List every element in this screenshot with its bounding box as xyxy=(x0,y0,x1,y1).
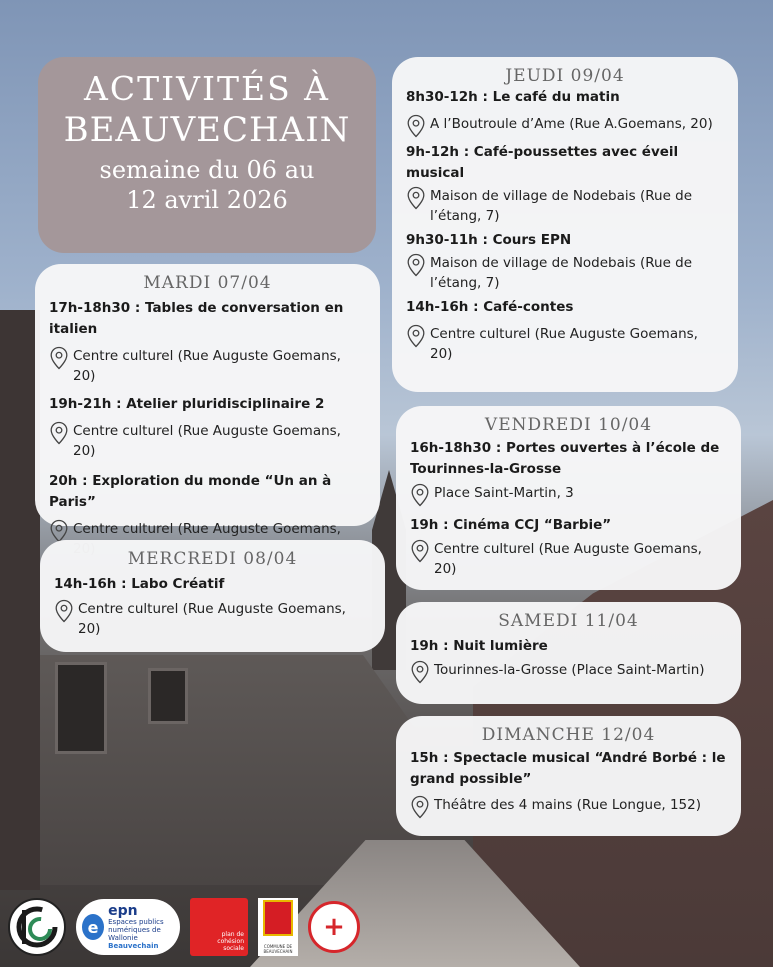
epn-line1: Espaces publics xyxy=(108,918,164,926)
event-title: 8h30-12h : Le café du matin xyxy=(406,89,620,105)
day-label: MARDI 07/04 xyxy=(143,273,272,293)
commune-name: COMMUNE DE BEAUVECHAIN xyxy=(263,944,293,954)
event-location xyxy=(406,253,724,293)
subtitle-line-2: 12 avril 2026 xyxy=(126,186,288,214)
event-location-text: Centre culturel (Rue Auguste Goemans, 20) xyxy=(78,601,346,637)
event-location xyxy=(410,483,727,507)
background-window xyxy=(148,668,188,724)
epn-e-icon: e xyxy=(82,914,104,940)
event-item xyxy=(406,230,724,293)
event-item xyxy=(410,438,727,507)
plus-icon: + xyxy=(323,912,345,942)
title-line-2: BEAUVECHAIN xyxy=(63,110,351,150)
location-pin-icon xyxy=(410,795,430,819)
event-location xyxy=(410,539,727,579)
event-title: 20h : Exploration du monde “Un an à Paris” xyxy=(49,473,332,510)
location-pin-icon xyxy=(406,324,426,348)
event-title: 19h-21h : Atelier pluridisciplinaire 2 xyxy=(49,396,325,412)
event-location xyxy=(406,324,724,364)
location-pin-icon xyxy=(410,660,430,684)
location-pin-icon xyxy=(49,421,69,445)
event-location xyxy=(49,346,366,386)
title-line-1: ACTIVITÉS À xyxy=(83,69,331,108)
day-label: VENDREDI 10/04 xyxy=(484,415,653,435)
event-location-text: Maison de village de Nodebais (Rue de l’étang, 7) xyxy=(430,255,693,291)
cc-emblem-icon xyxy=(10,900,64,954)
epn-town: Beauvechain xyxy=(108,942,159,950)
event-location-text: Place Saint-Martin, 3 xyxy=(434,485,574,501)
location-pin-icon xyxy=(406,253,426,277)
event-location-text: Maison de village de Nodebais (Rue de l’étang, 7) xyxy=(430,188,693,224)
background-window xyxy=(55,662,107,754)
coat-of-arms-icon xyxy=(263,900,293,936)
event-item xyxy=(406,297,724,364)
background-wall-left xyxy=(0,310,40,890)
day-card-dimanche xyxy=(396,716,741,836)
day-label: MERCREDI 08/04 xyxy=(127,549,298,569)
centre-culturel-logo xyxy=(8,898,66,956)
event-title: 14h-16h : Labo Créatif xyxy=(54,576,225,592)
event-title: 15h : Spectacle musical “André Borbé : le grand possible” xyxy=(410,750,726,787)
event-item xyxy=(410,636,727,684)
event-item xyxy=(406,142,724,226)
event-item xyxy=(49,298,366,386)
event-location-text: Théâtre des 4 mains (Rue Longue, 152) xyxy=(434,797,702,813)
epn-name: epn xyxy=(108,903,138,919)
event-location-text: Centre culturel (Rue Auguste Goemans, 20) xyxy=(73,348,341,384)
event-location-text: Centre culturel (Rue Auguste Goemans, 20) xyxy=(434,541,702,577)
day-card-mardi xyxy=(35,264,380,537)
event-title: 16h-18h30 : Portes ouvertes à l’école de Tourinnes-la-Grosse xyxy=(410,440,720,477)
event-item xyxy=(410,748,727,819)
event-location-text: Centre culturel (Rue Auguste Goemans, 20) xyxy=(73,423,341,459)
day-card-samedi xyxy=(396,602,741,704)
event-location xyxy=(410,660,727,684)
event-title: 9h-12h : Café-poussettes avec éveil musical xyxy=(406,144,679,181)
event-location xyxy=(406,186,724,226)
pcs-line2: cohésion xyxy=(217,938,244,945)
subtitle-line-1: semaine du 06 au xyxy=(99,156,315,184)
epn-text xyxy=(108,904,180,950)
day-label: SAMEDI 11/04 xyxy=(498,611,639,631)
epn-line2: numériques de Wallonie xyxy=(108,926,161,942)
event-item xyxy=(410,515,727,579)
pcs-line3: sociale xyxy=(223,945,244,952)
pcs-line1: plan de xyxy=(221,931,244,938)
event-title: 19h : Nuit lumière xyxy=(410,638,548,654)
event-title: 17h-18h30 : Tables de conversation en italien xyxy=(49,300,344,337)
location-pin-icon xyxy=(406,114,426,138)
event-title: 14h-16h : Café-contes xyxy=(406,299,574,315)
partner-logos xyxy=(8,897,360,957)
event-location-text: Centre culturel (Rue Auguste Goemans, 20) xyxy=(430,326,698,362)
event-location-text: Tourinnes-la-Grosse (Place Saint-Martin) xyxy=(434,662,705,678)
commune-logo xyxy=(258,898,298,956)
day-card-vendredi xyxy=(396,406,741,590)
location-pin-icon xyxy=(410,539,430,563)
event-location-text: A l’Boutroule d’Ame (Rue A.Goemans, 20) xyxy=(430,116,713,132)
event-location xyxy=(49,421,366,461)
location-pin-icon xyxy=(410,483,430,507)
day-card-mercredi xyxy=(40,540,385,652)
event-item xyxy=(54,574,371,639)
plus-logo xyxy=(308,901,360,953)
event-location-text: Centre culturel (Rue Auguste Goemans, xyxy=(73,521,341,537)
day-label: DIMANCHE 12/04 xyxy=(481,725,656,745)
event-title: 9h30-11h : Cours EPN xyxy=(406,232,572,248)
pcs-logo xyxy=(190,898,248,956)
event-location xyxy=(406,114,724,138)
event-location xyxy=(410,795,727,819)
event-item xyxy=(49,394,366,461)
location-pin-icon xyxy=(54,599,74,623)
event-item xyxy=(406,87,724,138)
location-pin-icon xyxy=(49,346,69,370)
title-card xyxy=(38,57,376,253)
event-title: 19h : Cinéma CCJ “Barbie” xyxy=(410,517,612,533)
event-location xyxy=(54,599,371,639)
day-label: JEUDI 09/04 xyxy=(505,66,625,86)
day-card-jeudi xyxy=(392,57,738,392)
location-pin-icon xyxy=(406,186,426,210)
epn-logo xyxy=(76,899,180,955)
